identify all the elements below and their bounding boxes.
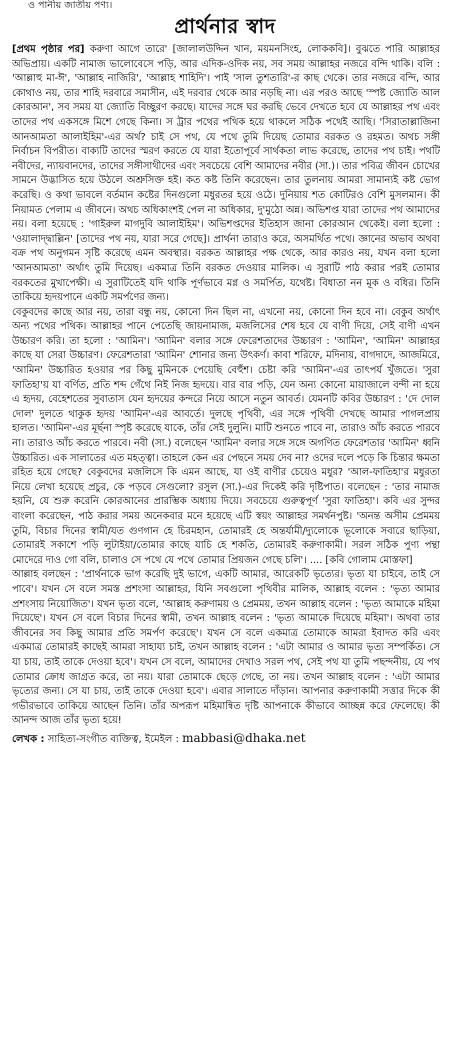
author-description: সাহিত্য-সংগীত ব্যক্তিত্ব, ইমেইল : <box>47 733 179 745</box>
previous-article-fragment: ও পানীয় জাতীয় পণ্য। <box>28 0 113 11</box>
author-line <box>12 731 440 747</box>
continued-from-label: [প্রথম পৃষ্ঠার পর] <box>12 44 85 55</box>
article-title: প্রার্থনার স্বাদ <box>174 14 276 38</box>
paragraph-text: করুণা আগে তারে' [জালালউদ্দিন খান, ময়মনসিংহ, লোককবি]। বুঝতে পারি আল্লাহর অভিপ্রায়। একটি নামাজ ভালোবেসে পড়ি, আর এদিক-ওদিক নয়, সব সময় আল্লাহর নজরে বন্দি থাকি। বলি : 'আল্লাহু মা-ঈ', 'আল্লাহ নাজিরি', 'আল্লাহ শাহিদি'। পাই 'সাল তুশতারি'-র কাছ থেকে। তার নজরে বন্দি, আর কোথাও নয়, তার শাহি দরবারে সমাসীন, এই দরবার থেকে আর নড়ছি না। এর পরও আছে 'স্পষ্ট জ্যোতি আল কোরআন', সব সময় যা জ্যোতি বিচ্ছুরণ করছে। যাদের সঙ্গে ঘর করছি ভেবে দেখতে হবে যে আল্লাহর পথ এবং তাদের পথ একসঙ্গে মিশে গেছে কিনা। স ট্রার পথের পথিক হয়ে থাকলে সঠিক পথেই আছি। 'সিরাতাল্লাজিনা আনআমতা আলাইহিম'-এর অর্থ? চাই সে পথ, যে পথে তুমি দিয়েছ তোমার বরকত ও রহমত। অথচ সঙ্গী নির্বাচন বিপরীত। বাক্যটি তাদের স্মরণ করতে যে যারা ইতোপূর্বে সার্থকতা লাভ করেছে, তাদের পথ চাই। পথটি নবীদের, ন্যায়বানদের, তাদের সঙ্গীসাথীদের এবং সবচেয়ে বেশি আমাদের নবীর (সা.)। তার পবিত্র জীবন চোখের সামনে উদ্ভাসিত হয়ে উঠলে অশ্রুসিক্ত হই। কত কষ্ট তিনি করেছেন। তার তুলনায় আমরা সামান্যই কষ্ট ভোগ করেছি। ও কথা ভাবলে বর্তমান কষ্টের দিনগুলো মধুরতর হয়ে ওঠে। দুনিয়ায় শত কোটিরও বেশি মুসলমান। কী নিয়ামত পেলাম এ জীবনে। অথচ অধিকাংশই পেল না অধিকার, দু'মুঠো অন্ন। অভিশপ্ত যারা তাদের পথ আমাদের নয়। বলা হয়েছে : 'গাইরুল মাগদুবি আলাইহিম'। অভিশপ্তদের ইতিহাস জানা কোরআন থেকেই। বলা হলো : 'ওয়ালাদ্দ্বাল্লিন' [তাদের পথ নয়, যারা সরে গেছে]। প্রার্থনা তারাও করে, অসমর্থিত পথে। জ্ঞানের অভাব অথবা বক্র পথ অনুগমন সৃষ্টি করেছে এমন অবস্থার। বরকত আল্লাহর পক্ষ থেকে, আর কারও নয়, যখন বলা হলো 'আনআমতা' অর্থাৎ তুমি দিয়েছ। একমাত্র তিনি বরকত দেওয়ার মালিক। এ সুরাটি পাঠ করার পরই তোমার বরকতের মুখাপেক্ষী। এ সুরাটিতেই যদি থাকি পূর্ণভাবে মগ্ন ও সমর্পিত, যথেষ্ট। বিধাতা নন মূক ও বধির। তিনি তাকিয়ে হৃদয়পানে একটি সমর্পণের জন্য। <box>12 44 440 304</box>
paragraph: আল্লাহ বলছেন : 'প্রার্থনাকে ভাগ করেছি দুই ভাগে, একটি আমার, আরেকটি ভৃত্যের। ভৃত্য যা চাইবে, তাই সে পাবে'। যখন সে বলে সমস্ত প্রশংসা আল্লাহর, যিনি সবগুলো পৃথিবীর মালিক, আল্লাহ বলেন : 'ভৃত্য আমার প্রশংসায় নিয়োজিত'। যখন ভৃত্য বলে, 'আল্লাহ করুণাময় ও প্রেমময়, তখন আল্লাহ বলেন : 'ভৃত্য আমাকে মহিমা দিয়েছে'। যখন সে বলে বিচার দিনের স্বামী, তখন আল্লাহ বলেন : 'ভৃত্য আমাকে দিয়েছে মহিমা'। অথবা তার জীবনের সব কিছু আমার প্রতি সমর্পণ করেছে'। যখন সে বলে একমাত্র তোমাকে আমরা ইবাদত করি এবং একমাত্র তোমারই কাছেই আমরা সাহায্য চাই, তখন আল্লাহ বলেন : 'এটা আমার ও আমার ভৃত্য সম্পর্কিত। সে যা চায়, তাই তাকে দেওয়া হবে'। যখন সে বলে, আমাদের দেখাও সরল পথ, সেই পথ যা তুমি পছন্দনীয়, যে পথ তোমার ক্রোধ জাগ্রত করে, তা নয়। যারা তোমাকে ছেড়ে গেছে, তা নয়। তখন আল্লাহ বলেন : 'এটা আমার ভৃত্যের জন্য। সে যা চায়, তাই তাকে দেওয়া হবে'। এবার সালাতে দাঁড়ান। আপনার করুণাকামী সত্তার দিকে কী গভীরভাবে তাকিয়ে আছেন তিনি। তাঁর অপরূপ মহিমান্বিত দৃষ্টি আপনাকে কীভাবে আচ্ছন্ন করে ফেলেছে। কী আনন্দ আজ তাঁর ভৃত্য হয়ে! <box>12 569 440 727</box>
paragraph: বেকুবদের কাছে আর নয়, তারা বন্ধু নয়, কোনো দিন ছিল না, এখনো নয়, কোনো দিন হবে না। বেকুব অর্থাৎ অন্য পথের পথিক। আল্লাহর পানে পেতেছি জায়নামাজ, মজলিসের শেষ হবে যে বাণী দিয়ে, সেই বাণী এখন উচ্চারণ করি। তা হলো : 'আমিন'। 'আমিন' বলার সঙ্গে ফেরেশতাদের উচ্চারণ : 'আমিন', 'আমিন' আল্লাহর কাছে যা সেরা উচ্চারণ। ফেরেশতারা 'আমিন' শোনার জন্য উৎকর্ণ। কাবা শরিফে, মদিনায়, বাগদাদে, আজমিরে, 'আমিন' উচ্চারিত হওয়ার পর কিছু মুমিনকে পেয়েছি বেহুঁশ। চেষ্টা করি 'আমিন'-এর তাৎপর্য খুঁজতে। 'সুরা ফাতিহা'য় যা বর্ণিত, প্রতি শব্দ গেঁথে নিই নিজ হৃদয়ে। বার বার পড়ি, যেন অন্য কোনো মায়াজালে বন্দী না হয়ে এ হৃদয়, বেহেশতের সুবাতাস যেন হৃদয়ের কন্দরে নিয়ে আসে নতুন আবর্ত। যেমনটি কবির উচ্চারণ : 'দে দোল দোল' দুলতে থাকুক হৃদয় 'আমিন'-এর আবর্তে। দুলছে পৃথিবী, এর সঙ্গে পৃথিবী দেখছে আমার পাগলপ্রায় হালত। 'আমিন'-এর মূর্ছনা স্পৃষ্ট করেছে যাকে, তাঁর সেই দুলুনি। মাটি শুনতে পাবে না, তারাও আঁচ করতে পারবে না। তারাও আঁচ করতে পারবে। নবী (সা.) বলেছেন 'আমিন' বলার সঙ্গে সঙ্গে অগণিত ফেরেশতার 'আমিন' ধ্বনি উচ্চারিত। এক সালাতের এত মহত্ত্বা। তাহলে কেন এর পেছনে সময় দেব না? ওদের দলে পড়ে কি চিন্তার ক্ষমতা রহিত হয়ে গেছে? বেকুবদের মজলিসে কি এমন আছে, যা ওই বাণীর চেয়েও মধুর? 'আল-ফাতিহা'র মধুরতা নিয়ে লেখা হয়েছে প্রচুর, কে পড়বে সেগুলো? রসুল (সা.)-এর দিকেই করি দৃষ্টিপাত। বলেছেন : 'তার নামাজ হয়নি, যে শুরু করেনি কোরআনের প্রারম্ভিক অধ্যায় দিয়ে। সবচেয়ে গুরুত্বপূর্ণ 'সুরা ফাতিহা'। কবি এর সুন্দর বাংলা করেছেন, পাঠ করার সময় অনেকবার মনে হয়েছে এটি স্বয়ং আল্লাহর সমর্থনপুষ্ট। 'অনন্ত অসীম প্রেমময় তুমি, বিচার দিনের স্বামী/যত গুণগান হে চিরমহান, তোমারই হে অন্তর্যামী/দ্যুলোকে ভূলোকে সবারে ছাড়িয়া, তোমারই সকাশে পড়ি লুটাইয়া/তোমার কাছে যাচি হে শকতি, তোমারই করুণাকামী। সরল সঠিক পুণ্য পন্থা মোদেরে দাও গো বলি, চালাও সে পথে যে পথে তোমার প্রিয়জন গেছে চলি'। .... [কবি গোলাম মোস্তফা] <box>12 306 440 566</box>
author-email: mabbasi@dhaka.net <box>182 730 306 745</box>
article-body <box>12 43 440 1033</box>
paragraph <box>12 43 440 306</box>
author-label: লেখক : <box>12 733 45 745</box>
